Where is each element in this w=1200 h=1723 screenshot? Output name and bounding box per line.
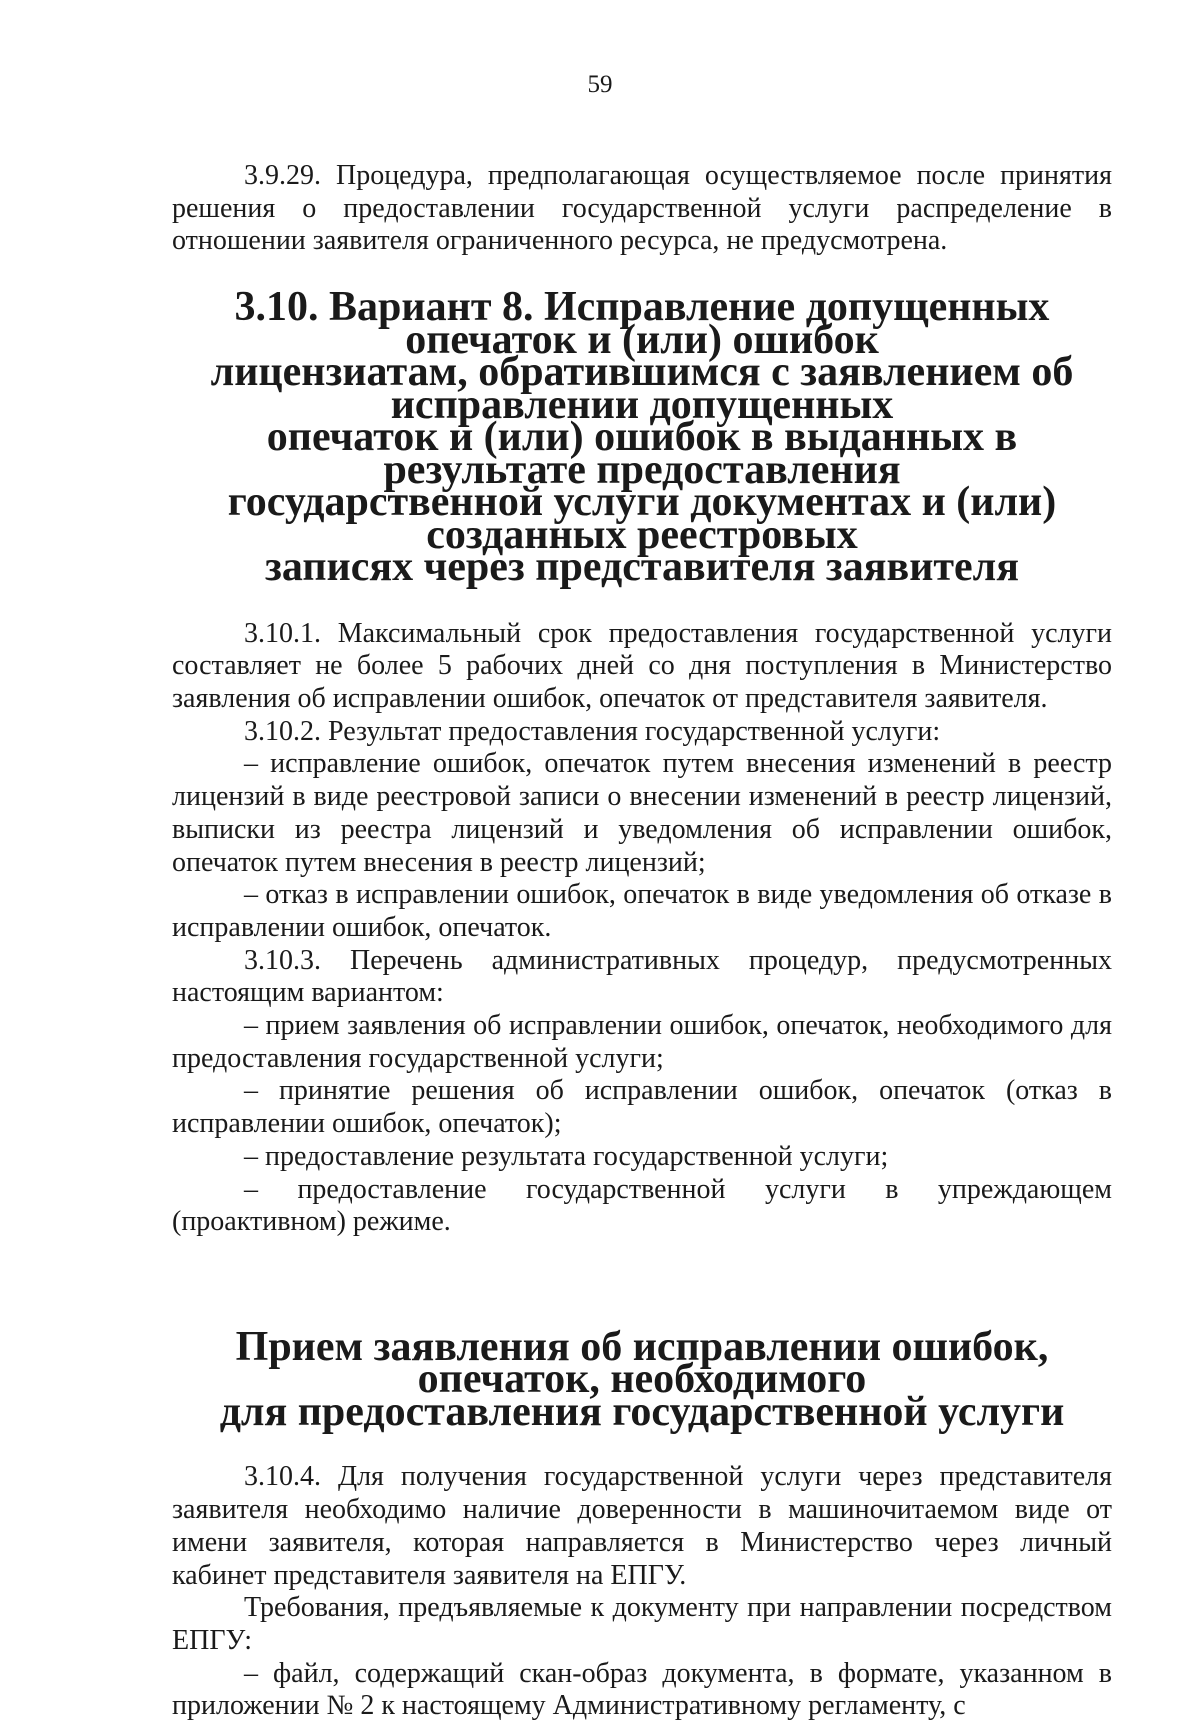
list-item-procedure-decision: – принятие решения об исправлении ошибок, опечаток (отказ в исправлении ошибок, опечаток); [172, 1075, 1112, 1140]
paragraph-3-10-2: 3.10.2. Результат предоставления государственной услуги: [244, 715, 941, 747]
document-body [172, 160, 1112, 1723]
spacer [172, 1239, 1112, 1331]
heading-line: лицензиатам, обратившимся с заявлением об исправлении допущенных [210, 349, 1074, 428]
list-item-result-refusal: – отказ в исправлении ошибок, опечаток в виде уведомления об отказе в исправлении ошибок, опечаток. [172, 879, 1112, 943]
heading-line: записях через представителя заявителя [265, 544, 1019, 591]
paragraph-3-10-1: 3.10.1. Максимальный срок предоставления государственной услуги составляет не более 5 рабочих дней со дня поступления в Министерство заявления об исправлении ошибок, опечаток от представителя заявителя. [172, 617, 1112, 715]
list-item-file-requirement: – файл, содержащий скан-образ документа, в формате, указанном в приложении № 2 к настоящему Административному регламенту, с [172, 1657, 1112, 1722]
paragraph-3-10-4: 3.10.4. Для получения государственной услуги через представителя заявителя необходимо наличие доверенности в машиночитаемом виде от имени заявителя, которая направляется в Министерство через личный кабинет представителя заявителя на ЕПГУ. [172, 1461, 1112, 1591]
heading-line: опечаток и (или) ошибок в выданных в результате предоставления [266, 414, 1018, 493]
section-heading-3-10 [172, 284, 1112, 591]
paragraph-3-9-29: 3.9.29. Процедура, предполагающая осуществляемое после принятия решения о предоставлении государственной услуги распределение в отношении заявителя ограниченного ресурса, не предусмотрена. [172, 160, 1112, 257]
paragraph-3-10-3: 3.10.3. Перечень административных процедур, предусмотренных настоящим вариантом: [172, 944, 1112, 1009]
list-item-result-correction: – исправление ошибок, опечаток путем внесения изменений в реестр лицензий в виде реестровой записи о внесении изменений в реестр лицензий, выписки из реестра лицензий и уведомления об исправлении ошибок, опечаток путем внесения в реестр лицензий; [172, 748, 1112, 878]
subsection-heading-receipt [172, 1323, 1112, 1435]
heading-line: Прием заявления об исправлении ошибок, опечаток, необходимого [235, 1323, 1049, 1403]
list-item-procedure-receipt: – прием заявления об исправлении ошибок, опечаток, необходимого для предоставления государственной услуги; [172, 1010, 1112, 1074]
paragraph-requirements: Требования, предъявляемые к документу при направлении посредством ЕПГУ: [172, 1592, 1112, 1656]
page-number: 59 [587, 71, 613, 98]
heading-line: государственной услуги документах и (или) созданных реестровых [227, 479, 1057, 558]
list-item-procedure-proactive: – предоставление государственной услуги в упреждающем (проактивном) режиме. [172, 1173, 1112, 1238]
heading-line: для предоставления государственной услуги [219, 1388, 1065, 1435]
heading-line: 3.10. Вариант 8. Исправление допущенных опечаток и (или) ошибок [234, 284, 1050, 363]
list-item-procedure-result: – предоставление результата государственной услуги; [244, 1140, 889, 1172]
